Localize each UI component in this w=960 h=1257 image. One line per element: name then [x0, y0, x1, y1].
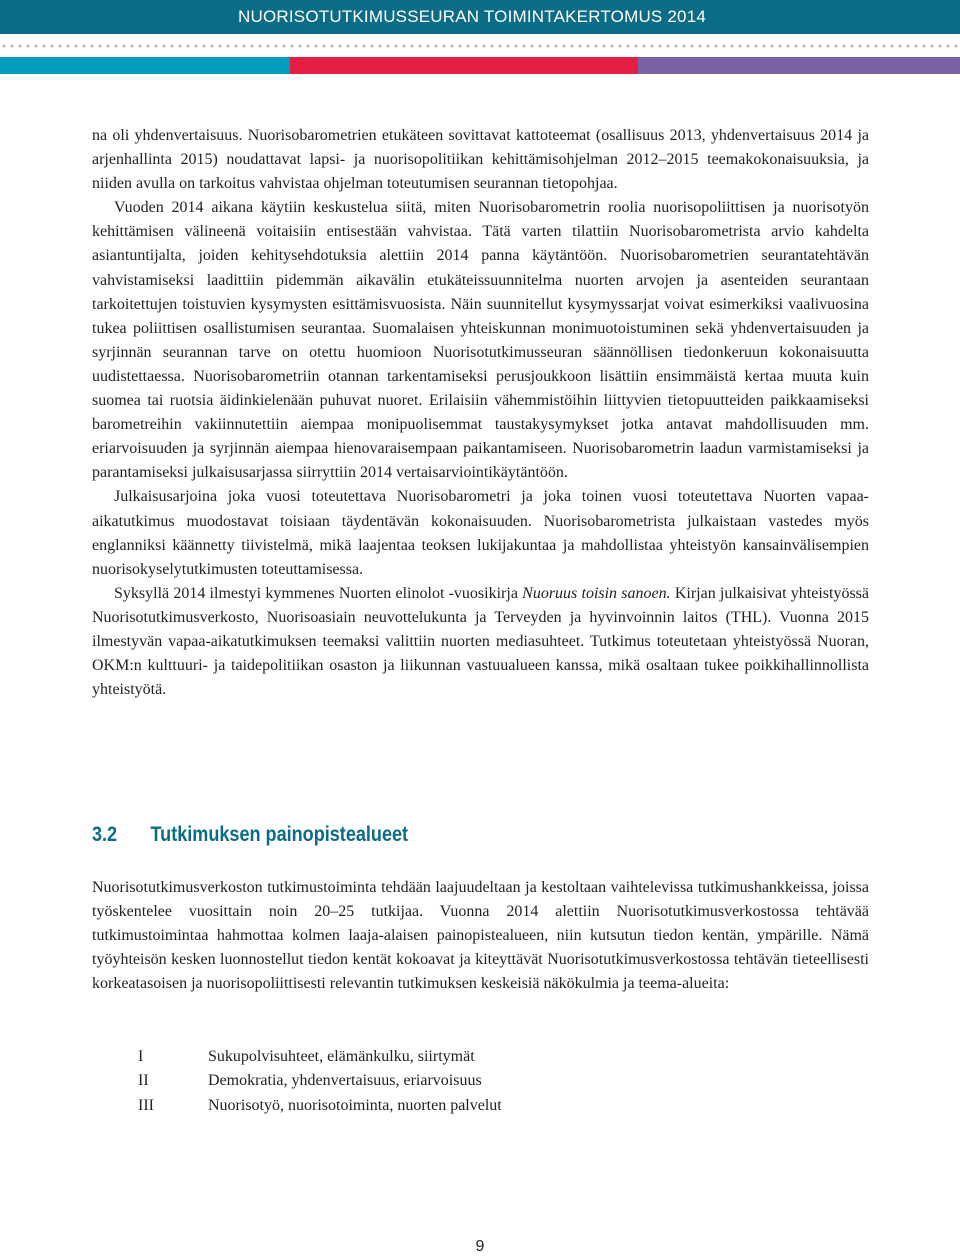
dotted-divider — [0, 44, 960, 48]
report-title: NUORISOTUTKIMUSSEURAN TOIMINTAKERTOMUS 2014 — [238, 7, 706, 26]
paragraph-4 — [92, 582, 869, 702]
list-item — [138, 1094, 738, 1118]
paragraph-3: Julkaisusarjoina joka vuosi toteutettava Nuorisobarometri ja joka toinen vuosi toteutettava Nuorten vapaa-aikatutkimus muodostavat toisiaan täydentävän kokonaisuuden. Nuorisobarometrista julkaistaan vastedes myös englanniksi käännetty tiivistelmä, mikä laajentaa teoksen lukijakuntaa ja mahdollistaa yhteistyön kansainvälisempien nuorisokyselytutkimusten toteuttamisessa. — [92, 488, 869, 578]
page-number: 9 — [475, 1238, 485, 1255]
list-item — [138, 1069, 738, 1093]
color-stripe-cyan — [0, 57, 290, 74]
section-number: 3.2 — [92, 823, 118, 846]
section-body — [92, 876, 869, 996]
color-stripe-purple — [638, 57, 960, 74]
paragraph-4-text-a: Syksyllä 2014 ilmestyi kymmenes Nuorten elinolot -vuosikirja — [114, 584, 523, 602]
list-text: Sukupolvisuhteet, elämänkulku, siirtymät — [208, 1048, 475, 1065]
paragraph-1: na oli yhdenvertaisuus. Nuorisobarometrien etukäteen sovittavat kattoteemat (osallisuus 2013, yhdenvertaisuus 2014 ja arjenhallinta 2015) noudattavat lapsi- ja nuorisopolitiikan kehittämisohjelman 2012–2015 teemakokonaisuuksia, ja niiden avulla on tarkoitus vahvistaa ohjelman toteutumisen seurannan tietopohjaa. — [92, 127, 869, 193]
color-stripe-red — [290, 57, 638, 74]
section-heading — [92, 823, 408, 847]
paragraph-2: Vuoden 2014 aikana käytiin keskustelua siitä, miten Nuorisobarometrin roolia nuorisopoliittisen ja nuorisotyön kehittämisen välineenä voitaisiin entisestään vahvistaa. Tätä varten tilattiin Nuorisobarometrista arvio kahdelta asiantuntijalta, joiden kehitysehdotuksia alettiin 2014 panna käytäntöön. Nuorisobarometrien seurantatehtävän vahvistamiseksi laadittiin pidemmän aikavälin etukäteissuunnitelma nuorten arvojen ja asenteiden seurantaan tarkoitettujen toistuvien kysymysten esittämisvuosista. Näin suunnitellut kysymyssarjat voivat esimerkiksi vaalivuosina tukea poliittisen osallistumisen seurantaa. Suomalaisen yhteiskunnan monimuotoistuminen sekä yhdenvertaisuuden ja syrjinnän seurannan tarve on otettu huomioon Nuorisotutkimusseuran säännöllisen tiedonkeruun kokonaisuutta uudistettaessa. Nuorisobarometriin otannan tarkentamiseksi perusjoukkoon lisättiin ensimmäistä kertaa muuta kuin suomea tai ruotsia äidinkielenään puhuvat nuoret. Erilaisiin vähemmistöihin liittyvien tietopuutteiden paikkaamiseksi barometreihin vakiinnutettiin aiempaa monipuolisemmat taustakysymykset jotka antavat mahdollisuuden mm. eriarvoisuuden ja syrjinnän aiempaa hienovaraisempaan paikantamiseen. Nuorisobarometrin laadun varmistamiseksi ja parantamiseksi julkaisusarjassa siirryttiin 2014 vertaisarviointikäytäntöön. — [92, 199, 869, 482]
list-numeral: I — [138, 1048, 144, 1065]
header-bar — [0, 0, 960, 34]
list-numeral: III — [138, 1096, 154, 1114]
book-title: Nuoruus toisin sanoen. — [522, 584, 671, 602]
list-text: Demokratia, yhdenvertaisuus, eriarvoisuus — [208, 1072, 482, 1090]
body-text — [92, 124, 869, 702]
section-title: Tutkimuksen painopistealueet — [150, 823, 409, 846]
list-item — [138, 1045, 738, 1069]
focus-area-list — [138, 1045, 738, 1118]
paragraph-4-text-b: Kirjan julkaisivat yhteistyössä Nuorisotutkimusverkosto, Nuorisoasiain neuvottelukunta ja Terveyden ja hyvinvoinnin laitos (THL). Vuonna 2015 ilmestyvän vapaa-aikatutkimuksen teemaksi valittiin nuorten mediasuhteet. Tutkimus toteutetaan yhteistyössä Nuoran, OKM:n kulttuuri- ja taidepolitiikan osaston ja liikunnan vastuualueen kanssa, mikä osaltaan tukee poikkihallinnollista yhteistyötä. — [92, 584, 870, 699]
section-paragraph: Nuorisotutkimusverkoston tutkimustoiminta tehdään laajuudeltaan ja kestoltaan vaihtelevissa tutkimushankkeissa, joissa työskentelee vuosittain noin 20–25 tutkijaa. Vuonna 2014 alettiin Nuorisotutkimusverkostossa tehtävää tutkimustoimintaa hahmottaa kolmen laaja-alaisen painopistealueen, niin kutsutun tiedon kentän, ympärille. Nämä työyhteisön kesken luonnostellut tiedon kentät kokoavat ja kiteyttävät Nuorisotutkimusverkostossa tehtävän tieteellisesti korkeatasoisen ja nuorisopoliittisesti relevantin tutkimuksen keskeisiä näkökulmia ja teema-alueita: — [92, 879, 869, 993]
list-numeral: II — [138, 1072, 149, 1090]
list-text: Nuorisotyö, nuorisotoiminta, nuorten palvelut — [208, 1096, 502, 1114]
